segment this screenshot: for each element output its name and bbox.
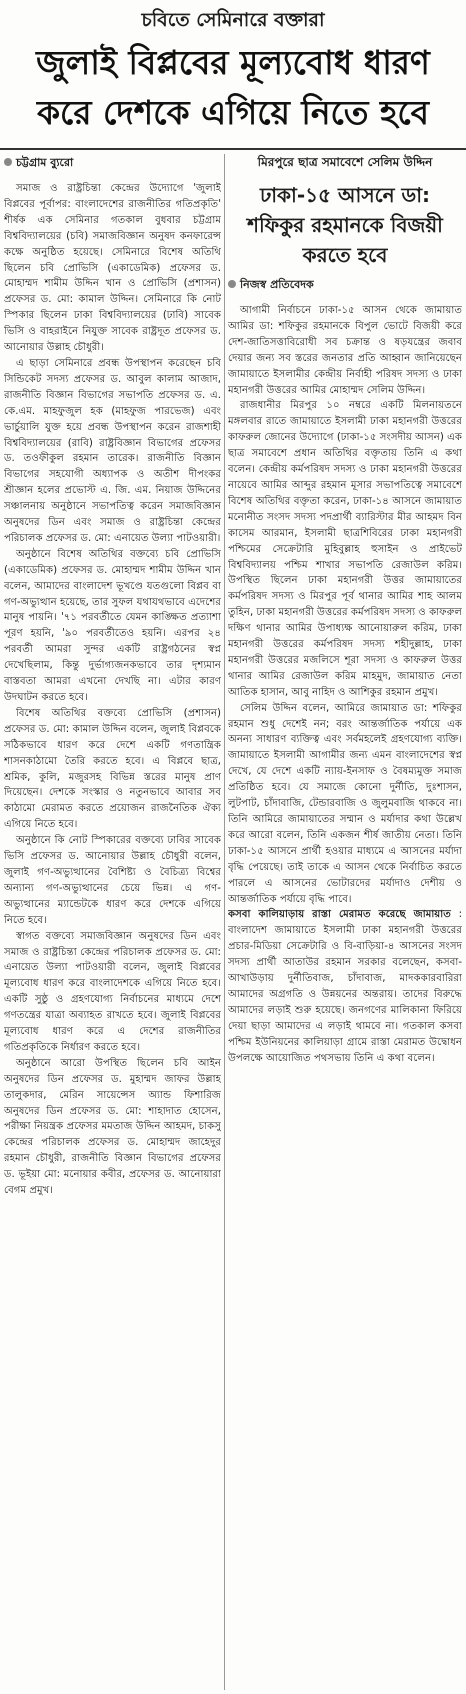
article1-paragraph: স্বাগত বক্তব্যে সমাজবিজ্ঞান অনুষদের ডিন এবং সমাজ ও রাষ্ট্রচিন্তা কেন্দ্রের পরিচালক প্রফেসর ড. মো: এনায়েত উল্যা পাটওয়ারী বলেন, জুলাই বিপ্লবের মূল্যবোধ ধারণ করে বাংলাদেশকে এগিয়ে নিতে হবে। একটি সুষ্ঠু ও গ্রহণযোগ্য নির্বাচনের মাধ্যমে দেশে গণতন্ত্রের যাত্রা অব্যাহত রাখতে হবে। জুলাই বিপ্লবের মূল্যবোধ ধারণ করে এ দেশের রাজনীতির গতিপ্রকৃতিকে নির্ধারণ করতে হবে। — [4, 930, 221, 1053]
article1-paragraph: অনুষ্ঠানে বিশেষ অতিথির বক্তব্যে চবি প্রোভিসি (একাডেমিক) প্রফেসর ড. মোহাম্মদ শামীম উদ্দিন খান বলেন, আমাদের বাংলাদেশ ভূখণ্ডে যতগুলো বিপ্লব বা গণ-অভ্যুত্থান হয়েছে, তার সুফল যথাযথভাবে এদেশের মানুষ পায়নি। '৭১ পরবর্তীতে যেমন কাঙ্ক্ষিত প্রত্যাশা পূরণ হয়নি, '৯০ পরবর্তীতেও হয়নি। এরপর ২৪ পরবর্তী আমরা সুন্দর একটি রাষ্ট্রগঠনের স্বপ্ন দেখেছিলাম, কিন্তু দুর্ভাগ্যজনকভাবে তার দৃশ্যমান বাস্তবতা আমরা এখনো দেখছি না। এটার কারণ উদঘাটন করতে হবে। — [4, 548, 221, 703]
article1-headline: জুলাই বিপ্লবের মূল্যবোধ ধারণ করে দেশকে এগিয়ে নিতে হবে — [36, 43, 430, 132]
article1-column — [4, 154, 221, 1690]
article2-runin-heading: কসবা কালিয়াড়ায় রাস্তা মেরামত করেছে জামায়াত — [228, 909, 451, 921]
article1-paragraph: বিশেষ অতিথির বক্তব্যে প্রোভিসি (প্রশাসন) প্রফেসর ড. মো: কামাল উদ্দিন বলেন, জুলাই বিপ্লবকে সঠিকভাবে ধারণ করে দেশে একটি গণতান্ত্রিক শাসনকাঠামো তৈরি করতে হবে। এ বিপ্লবে ছাত্র, শ্রমিক, কুলি, মজুরসহ বিভিন্ন স্তরের মানুষ প্রাণ দিয়েছেন। দেশকে সংস্কার ও নতুনভাবে আবার সব কাঠামো মেরামত করতে প্রয়োজন রাজনৈতিক ঐক্য এগিয়ে নিতে হবে। — [4, 707, 221, 831]
article1-byline — [4, 154, 221, 173]
article2-paragraph: সেলিম উদ্দিন বলেন, আমিরে জামায়াত ডা: শফিকুর রহমান শুধু দেশেই নন; বরং আন্তর্জাতিক পর্যায়ে এক অনন্য সাধারণ ব্যক্তিত্ব এবং সর্বমহলেই গ্রহণযোগ্য ব্যক্তি। জামায়াতে ইসলামী আগামীর জন্য এমন বাংলাদেশের স্বপ্ন দেখে, যে দেশে একটি ন্যায়-ইনসাফ ও বৈষম্যমুক্ত সমাজ প্রতিষ্ঠিত হবে। যে সমাজে কোনো দুর্নীতি, দুঃশাসন, লুটপাট, চাঁদাবাজি, টেন্ডারবাজি ও জুলুমবাজি থাকবে না। তিনি আমিরে জামায়াতের সম্মান ও মর্যাদার কথা উল্লেখ করে আরো বলেন, তিনি একজন শীর্ষ জাতীয় নেতা। তিনি ঢাকা-১৫ আসনে প্রার্থী হওয়ার মাধ্যমে এ আসনের মর্যাদা বৃদ্ধি পেয়েছে। তাই তাকে এ আসন থেকে নির্বাচিত করতে পারলে এ আসনের ভোটারদের মর্যাদাও দেশীয় ও আন্তর্জাতিক পর্যায়ে বৃদ্ধি পাবে। — [228, 702, 462, 905]
article2-final-body: : বাংলাদেশ জামায়াতে ইসলামী ঢাকা মহানগরী উত্তরের প্রচার-মিডিয়া সেক্রেটারি ও বি-বাড়িয়া-৪ আসনের সংসদ সদস্য প্রার্থী আতাউর রহমান সরকার বলেছেন, কসবা-আখাউড়ায় দুর্নীতিবাজ, চাঁদাবাজ, মাদককারবারিরা আমাদের অগ্রগতি ও উন্নয়নের অন্তরায়। তাদের বিরুদ্ধে আমাদের লড়াই শুরু হয়েছে। জনগণের মালিকানা ফিরিয়ে দেয়া ছাড়া আমাদের এ লড়াই থামবে না। গতকাল কসবা পশ্চিম ইউনিয়নের কালিয়াড়া গ্রামে রাস্তা মেরামত উদ্বোধন উপলক্ষে আয়োজিত পথসভায় তিনি এ কথা বলেন। — [228, 909, 462, 1064]
article2-final-paragraph — [228, 907, 462, 1066]
article2-kicker: মিরপুরে ছাত্র সমাবেশে সেলিম উদ্দিন — [257, 155, 433, 169]
article2-byline-text: নিজস্ব প্রতিবেদক — [240, 278, 314, 291]
column-divider — [224, 154, 225, 1690]
article2-header — [228, 154, 462, 270]
article2-byline — [228, 276, 462, 295]
article1-byline-text: চট্টগ্রাম ব্যুরো — [16, 156, 74, 169]
article2-column — [228, 154, 462, 1690]
article1-paragraph: এ ছাড়া সেমিনারে প্রবন্ধ উপস্থাপন করেছেন চবি সিন্ডিকেট সদস্য প্রফেসর ড. আবুল কালাম আজাদ, রাজনীতি বিজ্ঞান বিভাগের সভাপতি প্রফেসর ড. এ. কে.এম. মাহফুজুল হক (মাহফুজ পারভেজ) এবং ভার্চুয়ালি যুক্ত হয়ে প্রবন্ধ উপস্থাপন করেন রাজশাহী বিশ্ববিদ্যালয়ের (রাবি) রাষ্ট্রবিজ্ঞান বিভাগের প্রফেসর ড. তওফীকুল রহমান তারেক। রাজনীতি বিজ্ঞান বিভাগের সহযোগী অধ্যাপক ও অতীশ দীপংকর শ্রীজ্ঞান হলের প্রভোস্ট এ. জি. এম. নিয়াজ উদ্দিনের সঞ্চালনায় অনুষ্ঠানে সভাপতিত্ব করেন সমাজবিজ্ঞান অনুষদের ডিন এবং সমাজ ও রাষ্ট্রচিন্তা কেন্দ্রের পরিচালক প্রফেসর ড. মো: এনায়েত উল্যা পাটওয়ারী। — [4, 357, 221, 544]
article1-kicker: চবিতে সেমিনারে বক্তারা — [141, 9, 325, 31]
bullet-icon — [228, 280, 236, 288]
bullet-icon — [4, 158, 12, 166]
article1-paragraph: সমাজ ও রাষ্ট্রচিন্তা কেন্দ্রের উদ্যোগে 'জুলাই বিপ্লবের পূর্বাপর: বাংলাদেশের রাজনীতির গতিপ্রকৃতি' শীর্ষক এক সেমিনার গতকাল বুধবার চট্টগ্রাম বিশ্ববিদ্যালয়ের (চবি) সমাজবিজ্ঞান অনুষদ কনফারেন্স কক্ষে অনুষ্ঠিত হয়েছে। সেমিনারে বিশেষ অতিথি ছিলেন চবি প্রোভিসি (একাডেমিক) প্রফেসর ড. মোহাম্মদ শামীম উদ্দিন খান ও প্রোভিসি (প্রশাসন) প্রফেসর ড. মো: কামাল উদ্দিন। সেমিনারে কি নোট স্পিকার ছিলেন ঢাকা বিশ্ববিদ্যালয়ের (ঢাবি) সাবেক ভিসি ও বাহরাইনে নিযুক্ত সাবেক রাষ্ট্রদূত প্রফেসর ড. আনোয়ার উল্লাহ চৌধুরী। — [4, 183, 221, 354]
article1-paragraph: অনুষ্ঠানে কি নোট স্পিকারের বক্তব্যে ঢাবির সাবেক ভিসি প্রফেসর ড. আনোয়ার উল্লাহ চৌধুরী বলেন, জুলাই গণ-অভ্যুত্থানের বৈশিষ্ট্য ও বৈচিত্র্য বিশ্বের অন্যান্য গণ-অভ্যুত্থানের চেয়ে ভিন্ন। এ গণ-অভ্যুত্থানের ম্যান্ডেটকে ধারণ করে দেশকে এগিয়ে নিতে হবে। — [4, 835, 221, 926]
headline-divider — [0, 148, 466, 150]
article2-paragraph: রাজধানীর মিরপুর ১০ নম্বরে একটি মিলনায়তনে মঙ্গলবার রাতে জামায়াতে ইসলামী ঢাকা মহানগরী উত্তরের কাফরুল জোনের উদ্যোগে (ঢাকা-১৫ সংসদীয় আসন) এক ছাত্র সমাবেশে প্রধান অতিথির বক্তৃতায় তিনি এ কথা বলেন। কেন্দ্রীয় কর্মপরিষদ সদস্য ও ঢাকা মহানগরী উত্তরের নায়েবে আমির আব্দুর রহমান মূসার সভাপতিত্বে সমাবেশে বিশেষ অতিথির বক্তৃতা করেন, ঢাকা-১৪ আসনে জামায়াত মনোনীত সংসদ সদস্য পদপ্রার্থী ব্যারিস্টার মীর আহমদ বিন কাসেম আরমান, ইসলামী ছাত্রশিবিরের ঢাকা মহানগরী পশ্চিমের সেক্রেটারি মুহিবুল্লাহ হুসাইন ও প্রাইভেট বিশ্ববিদ্যালয় পশ্চিম শাখার সভাপতি রেজাউল করিম। উপস্থিত ছিলেন ঢাকা মহানগরী উত্তর জামায়াতের কর্মপরিষদ সদস্য ও মিরপুর পূর্ব থানার আমির শাহ আলম তুহিন, ঢাকা মহানগরী উত্তরের কর্মপরিষদ সদস্য ও কাফরুল দক্ষিণ থানার আমির উপাধ্যক্ষ আনোয়ারুল করিম, ঢাকা মহানগরী উত্তরের কর্মপরিষদ সদস্য শহীদুল্লাহ, ঢাকা মহানগরী উত্তরের মজলিসে শূরা সদস্য ও কাফরুল উত্তর থানার আমির রেজাউল করিম মাহমুদ, জামায়াত নেতা আতিক হাসান, আবু নাহিদ ও আশিকুর রহমান প্রমুখ। — [228, 400, 462, 698]
article1-paragraph: অনুষ্ঠানে আরো উপস্থিত ছিলেন চবি আইন অনুষদের ডিন প্রফেসর ড. মুহাম্মদ জাফর উল্লাহ তালুকদার, মেরিন সায়েন্সেস অ্যান্ড ফিশারিজ অনুষদের ডিন প্রফেসর ড. মো: শাহাদাত হোসেন, পরীক্ষা নিয়ন্ত্রক প্রফেসর মমতাজ উদ্দিন আহমদ, চাকসু কেন্দ্রের পরিচালক প্রফেসর ড. মোহাম্মদ জাহেদুর রহমান চৌধুরী, রাজনীতি বিজ্ঞান বিভাগের প্রফেসর ড. ভূইয়া মো: মনোয়ার কবীর, প্রফেসর ড. আনোয়ারা বেগম প্রমুখ। — [4, 1057, 221, 1197]
article2-headline: ঢাকা-১৫ আসনে ডা: শফিকুর রহমানকে বিজয়ী করতে হবে — [247, 183, 443, 267]
article2-paragraph: আগামী নির্বাচনে ঢাকা-১৫ আসন থেকে জামায়াত আমির ডা: শফিকুর রহমানকে বিপুল ভোটে বিজয়ী করে দেশ-জাতিসত্তাবিরোধী সব চক্রান্ত ও ষড়যন্ত্রের জবাব দেয়ার জন্য সব স্তরের জনতার প্রতি আহ্বান জানিয়েছেন জামায়াতে ইসলামীর কেন্দ্রীয় নির্বাহী পরিষদ সদস্য ও ঢাকা মহানগরী উত্তরের আমির মোহাম্মদ সেলিম উদ্দিন। — [228, 305, 462, 396]
